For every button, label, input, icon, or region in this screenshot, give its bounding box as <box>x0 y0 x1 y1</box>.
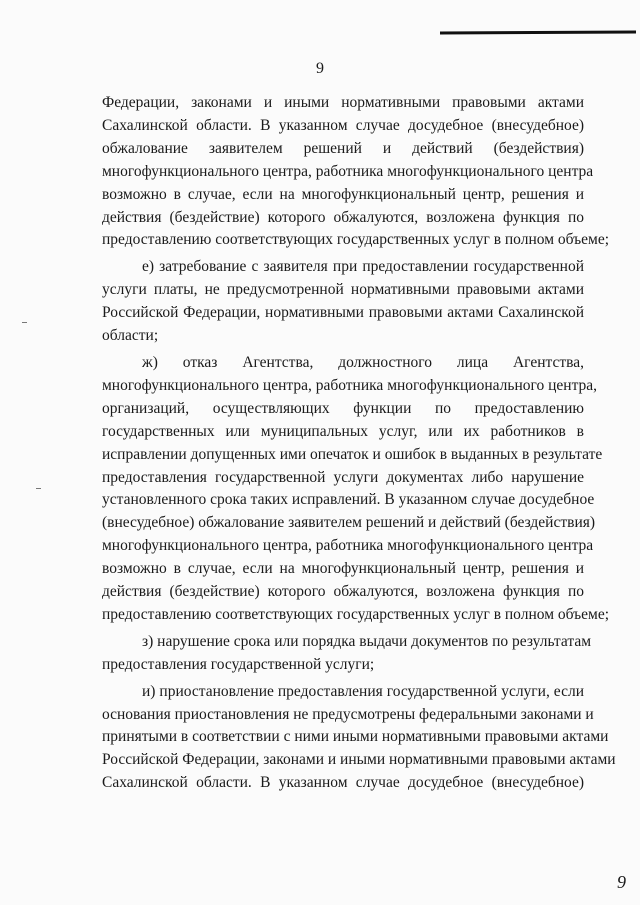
text-line: Федерации, законами и иными нормативными правовыми актами <box>102 94 584 111</box>
text-line: принятыми в соответствии с ними иными нормативными правовыми актами <box>102 728 609 746</box>
paragraph-zh <box>102 352 610 627</box>
margin-mark <box>22 322 27 323</box>
text-line: Российской Федерации, законами и иными нормативными правовыми актами <box>102 751 616 769</box>
text-line: предоставления государственной услуги документах либо нарушение <box>102 468 584 486</box>
text-line: многофункционального центра, работника многофункционального центра <box>102 537 594 555</box>
text-line: (внесудебное) обжалование заявителем решений и действий (бездействия) <box>102 514 596 532</box>
text-line: возможно в случае, если на многофункциональный центр, решения и <box>102 185 584 203</box>
text-line: действия (бездействие) которого обжалуются, возложена функция по <box>102 208 584 226</box>
text-line: ж) отказ Агентства, должностного лица Агентства, <box>142 353 584 371</box>
text-line: многофункционального центра, работника многофункционального центра, <box>102 376 598 394</box>
text-line: государственных или муниципальных услуг, или их работников в <box>102 422 584 440</box>
paragraph-z <box>102 631 592 677</box>
text-line: основания приостановления не предусмотрены федеральными законами и <box>102 705 594 723</box>
text-line: предоставлению соответствующих государственных услуг в полном объеме; <box>102 231 610 249</box>
text-line: исправлении допущенных ими опечаток и ошибок в выданных в результате <box>102 445 603 463</box>
text-line: предоставления государственной услуги; <box>102 655 375 673</box>
paragraph-i <box>102 681 616 796</box>
text-line: действия (бездействие) которого обжалуются, возложена функция по <box>102 583 584 601</box>
paragraph <box>102 92 610 252</box>
text-line: Сахалинской области. В указанном случае досудебное (внесудебное) <box>102 774 584 792</box>
text-line: Сахалинской области. В указанном случае досудебное (внесудебное) <box>102 116 584 134</box>
text-line: возможно в случае, если на многофункциональный центр, решения и <box>102 560 584 578</box>
text-line: многофункционального центра, работника многофункционального центра <box>102 162 594 180</box>
text-line: и) приостановление предоставления государственной услуги, если <box>142 682 584 700</box>
text-line: з) нарушение срока или порядка выдачи документов по результатам <box>142 632 592 650</box>
document-body <box>102 92 616 795</box>
margin-mark <box>36 488 41 489</box>
text-line: области; <box>102 327 159 345</box>
corner-page-number: 9 <box>617 872 626 892</box>
text-line: предоставлению соответствующих государственных услуг в полном объеме; <box>102 605 610 623</box>
text-line: е) затребование с заявителя при предоставлении государственной <box>142 258 584 276</box>
text-line: обжалование заявителем решений и действий (бездействия) <box>102 139 584 157</box>
text-line: Российской Федерации, нормативными правовыми актами Сахалинской <box>102 304 584 322</box>
text-line: установленного срока таких исправлений. В указанном случае досудебное <box>102 491 595 509</box>
paragraph-e <box>102 256 584 348</box>
text-line: организаций, осуществляющих функции по предоставлению <box>102 399 584 417</box>
header-rule <box>440 30 636 34</box>
text-line: услуги платы, не предусмотренной нормативными правовыми актами <box>102 281 584 299</box>
page-number: 9 <box>316 60 324 77</box>
